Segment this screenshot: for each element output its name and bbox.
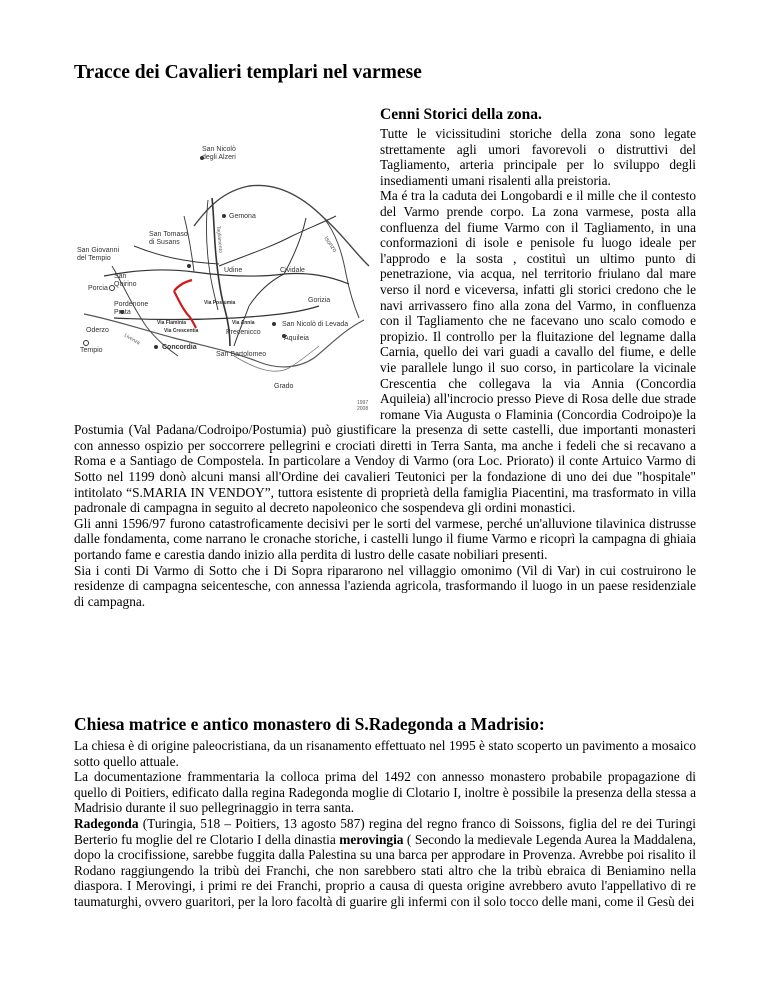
map-label-san-nicolo-levada: San Nicolò di Levada: [282, 321, 349, 328]
map-label-san-nicolo-alzeri-1: San Nicolò: [202, 146, 236, 153]
map-label-pordenone: Pordenone: [114, 301, 149, 308]
map-label-grado: Grado: [274, 383, 294, 390]
radegonda-text-1: (Turingia, 518 – Poitiers, 13 agosto 587) regina del regno franco di Soissons, figlia del re dei Turingi Berterio fu moglie del re Clotario I della dinastia: [74, 815, 696, 847]
map-label-tagliamento: Tagliamento: [215, 225, 224, 254]
paragraph-6: La documentazione frammentaria la colloca prima del 1492 con annesso monastero probabile propagazione di quello di Poitiers, edificato dalla regina Radegonda moglie di Clotario I, inoltre è possibile la presenza della stessa a Madrisio durante il suo pellegrinaggio in terra santa.: [74, 769, 696, 816]
map-label-via-postumia: Via Postumia: [204, 300, 236, 306]
map-label-isonzo: Isonzo: [322, 235, 338, 254]
map-label-via-annia: Via Annia: [232, 320, 255, 326]
page-title: Tracce dei Cavalieri templari nel varmese: [74, 62, 422, 83]
map-label-gorizia: Gorizia: [308, 297, 331, 304]
map-label-cividale: Cividale: [280, 267, 305, 274]
map-label-gemona: Gemona: [229, 213, 256, 220]
map-label-san-tomaso-2: di Susans: [149, 239, 180, 246]
map-label-porcia: Porcia: [88, 285, 108, 292]
paragraph-2: Ma é tra la caduta dei Longobardi e il mille che il contesto del Varmo prende corpo. La zona varmese, posta alla confluenza del fiume Varmo con il Tagliamento, in una conformazioni di isole e penisole fu luogo ideale per l'approdo e la sosta , costituì un ultimo punto di penetrazione, via acqua, nel territorio friulano dal mare verso il nord e viceversa, infatti gli storici credono che le navi arrivassero fino alla zona del Varmo, in confluenza con il Tagliamento che ne facevano uno scalo comodo e propizio. Il controllo per la fluitazione del legname dalla Carnia, quello dei vari guadi a cavallo del fiume, e delle vie parallele lungo il suo corso, in particolare la vicinale Crescentia che collegava la via Annia (Concordia Aquileia) all'incrocio presso Pieve di Rosa delle due strade romane Via Augusta o Flaminia (Concordia Codroipo)e la Postumia (Val Padana/Codroipo/Postumia) può giustificare la presenza di sette castelli, due importanti monasteri con annesso ospizio per soccorrere pellegrini e crociati diretti in Terra Santa, ma anche i fedeli che si recavano a Roma e a Santiago de Compostela. In particolare a Vendoy di Varmo (ora Loc. Priorato) il conte Artuico Varmo di Sotto nel 1199 donò alcuni mansi all'Ordine dei cavalieri Teutonici per la fondazione di uno dei due "hospitale" intitolato “S.MARIA IN VENDOY”, tuttora esistente di proprietà della famiglia Piacentini, ma trasformato in villa padronale di campagna in seguito al decreto napoleonico che sospendeva gli ordini monastici.: [74, 188, 696, 516]
section-heading-radegonda: Chiesa matrice e antico monastero di S.Radegonda a Madrisio:: [74, 714, 545, 734]
map-label-san-giovanni-2: del Tempio: [77, 255, 111, 262]
map-label-aquileia: Aquileia: [284, 335, 309, 342]
map-label-san-bartolomeo: San Bartolomeo: [216, 351, 267, 358]
map-label-copyright-1: 1997: [357, 400, 369, 406]
map-float-spacer: [74, 106, 380, 417]
paragraph-5: La chiesa è di origine paleocristiana, da un risanamento effettuato nel 1995 è stato scoperto un pavimento a mosaico sotto quello attuale.: [74, 738, 696, 769]
map-label-concordia: Concordia: [162, 344, 197, 351]
map-label-copyright-2: 2008: [357, 406, 369, 411]
radegonda-text-2: ( Secondo la medievale Legenda Aurea la Maddalena, dopo la crocifissione, sarebbe fuggita dalla Palestina su una barca per approdare in Provenza. Avrebbe poi risalito il Rodano raggiungendo la tribù dei Franchi, che non sarebbero stati altro che la tribù ebraica di Beniamino nella diaspora. I Merovingi, i primi re dei Franchi, proprio a causa di questa origine avrebbero avuto l'appellativo di re taumaturghi, ovvero guaritori, per la loro facoltà di guarire gli infermi con il solo tocco delle mani, come il Gesù dei: [74, 831, 696, 909]
radegonda-bold: Radegonda: [74, 815, 139, 831]
map-label-tempio: Tempio: [80, 347, 103, 354]
merovingia-bold: merovingia: [339, 831, 404, 847]
paragraph-1: Tutte le vicissitudini storiche della zona sono legate strettamente agli umori favorevoli o distruttivi del Tagliamento, arteria principale per lo sviluppo degli insediamenti umani risalenti alla preistoria.: [380, 126, 696, 188]
map-label-udine: Udine: [224, 267, 243, 274]
paragraph-7: [74, 816, 696, 910]
map-label-san-giovanni-1: San Giovanni: [77, 247, 120, 254]
section-radegonda-church: [74, 714, 696, 910]
map-label-precenicco: Precenicco: [226, 329, 261, 336]
map-label-san-quirino-1: San: [114, 273, 127, 280]
map-label-oderzo: Oderzo: [86, 327, 109, 334]
map-label-livenza: Livenza: [123, 332, 141, 347]
map-label-via-flaminia: Via Flaminia: [157, 320, 187, 326]
map-label-prata: Prata: [114, 309, 131, 316]
paragraph-4: Sia i conti Di Varmo di Sotto che i Di Sopra ripararono nel villaggio omonimo (Vil di Var) in cui costruirono le residenze di campagna seicentesche, con annessa l'azienda agricola, trasformando il luogo in un paese residenziale di campagna.: [74, 562, 696, 609]
map-label-san-tomaso-1: San Tomaso: [149, 231, 188, 238]
map-label-san-quirino-2: Quirino: [114, 281, 137, 288]
section-historical-notes: [74, 106, 696, 609]
map-label-via-crescentia: Via Crescentia: [164, 328, 199, 334]
section-heading-historical: Cenni Storici della zona.: [380, 106, 542, 123]
paragraph-3: Gli anni 1596/97 furono catastroficamente decisivi per le sorti del varmese, perché un'alluvione tilavinica distrusse dalle fondamenta, come narrano le cronache storiche, i castelli lungo il fiume Varmo e ricoprì la campagna di ghiaia portando fame e carestia dando inizio alla perdita di lustro delle casate nobiliari presenti.: [74, 515, 696, 563]
map-label-san-nicolo-alzeri-2: degli Alzeri: [202, 154, 236, 161]
